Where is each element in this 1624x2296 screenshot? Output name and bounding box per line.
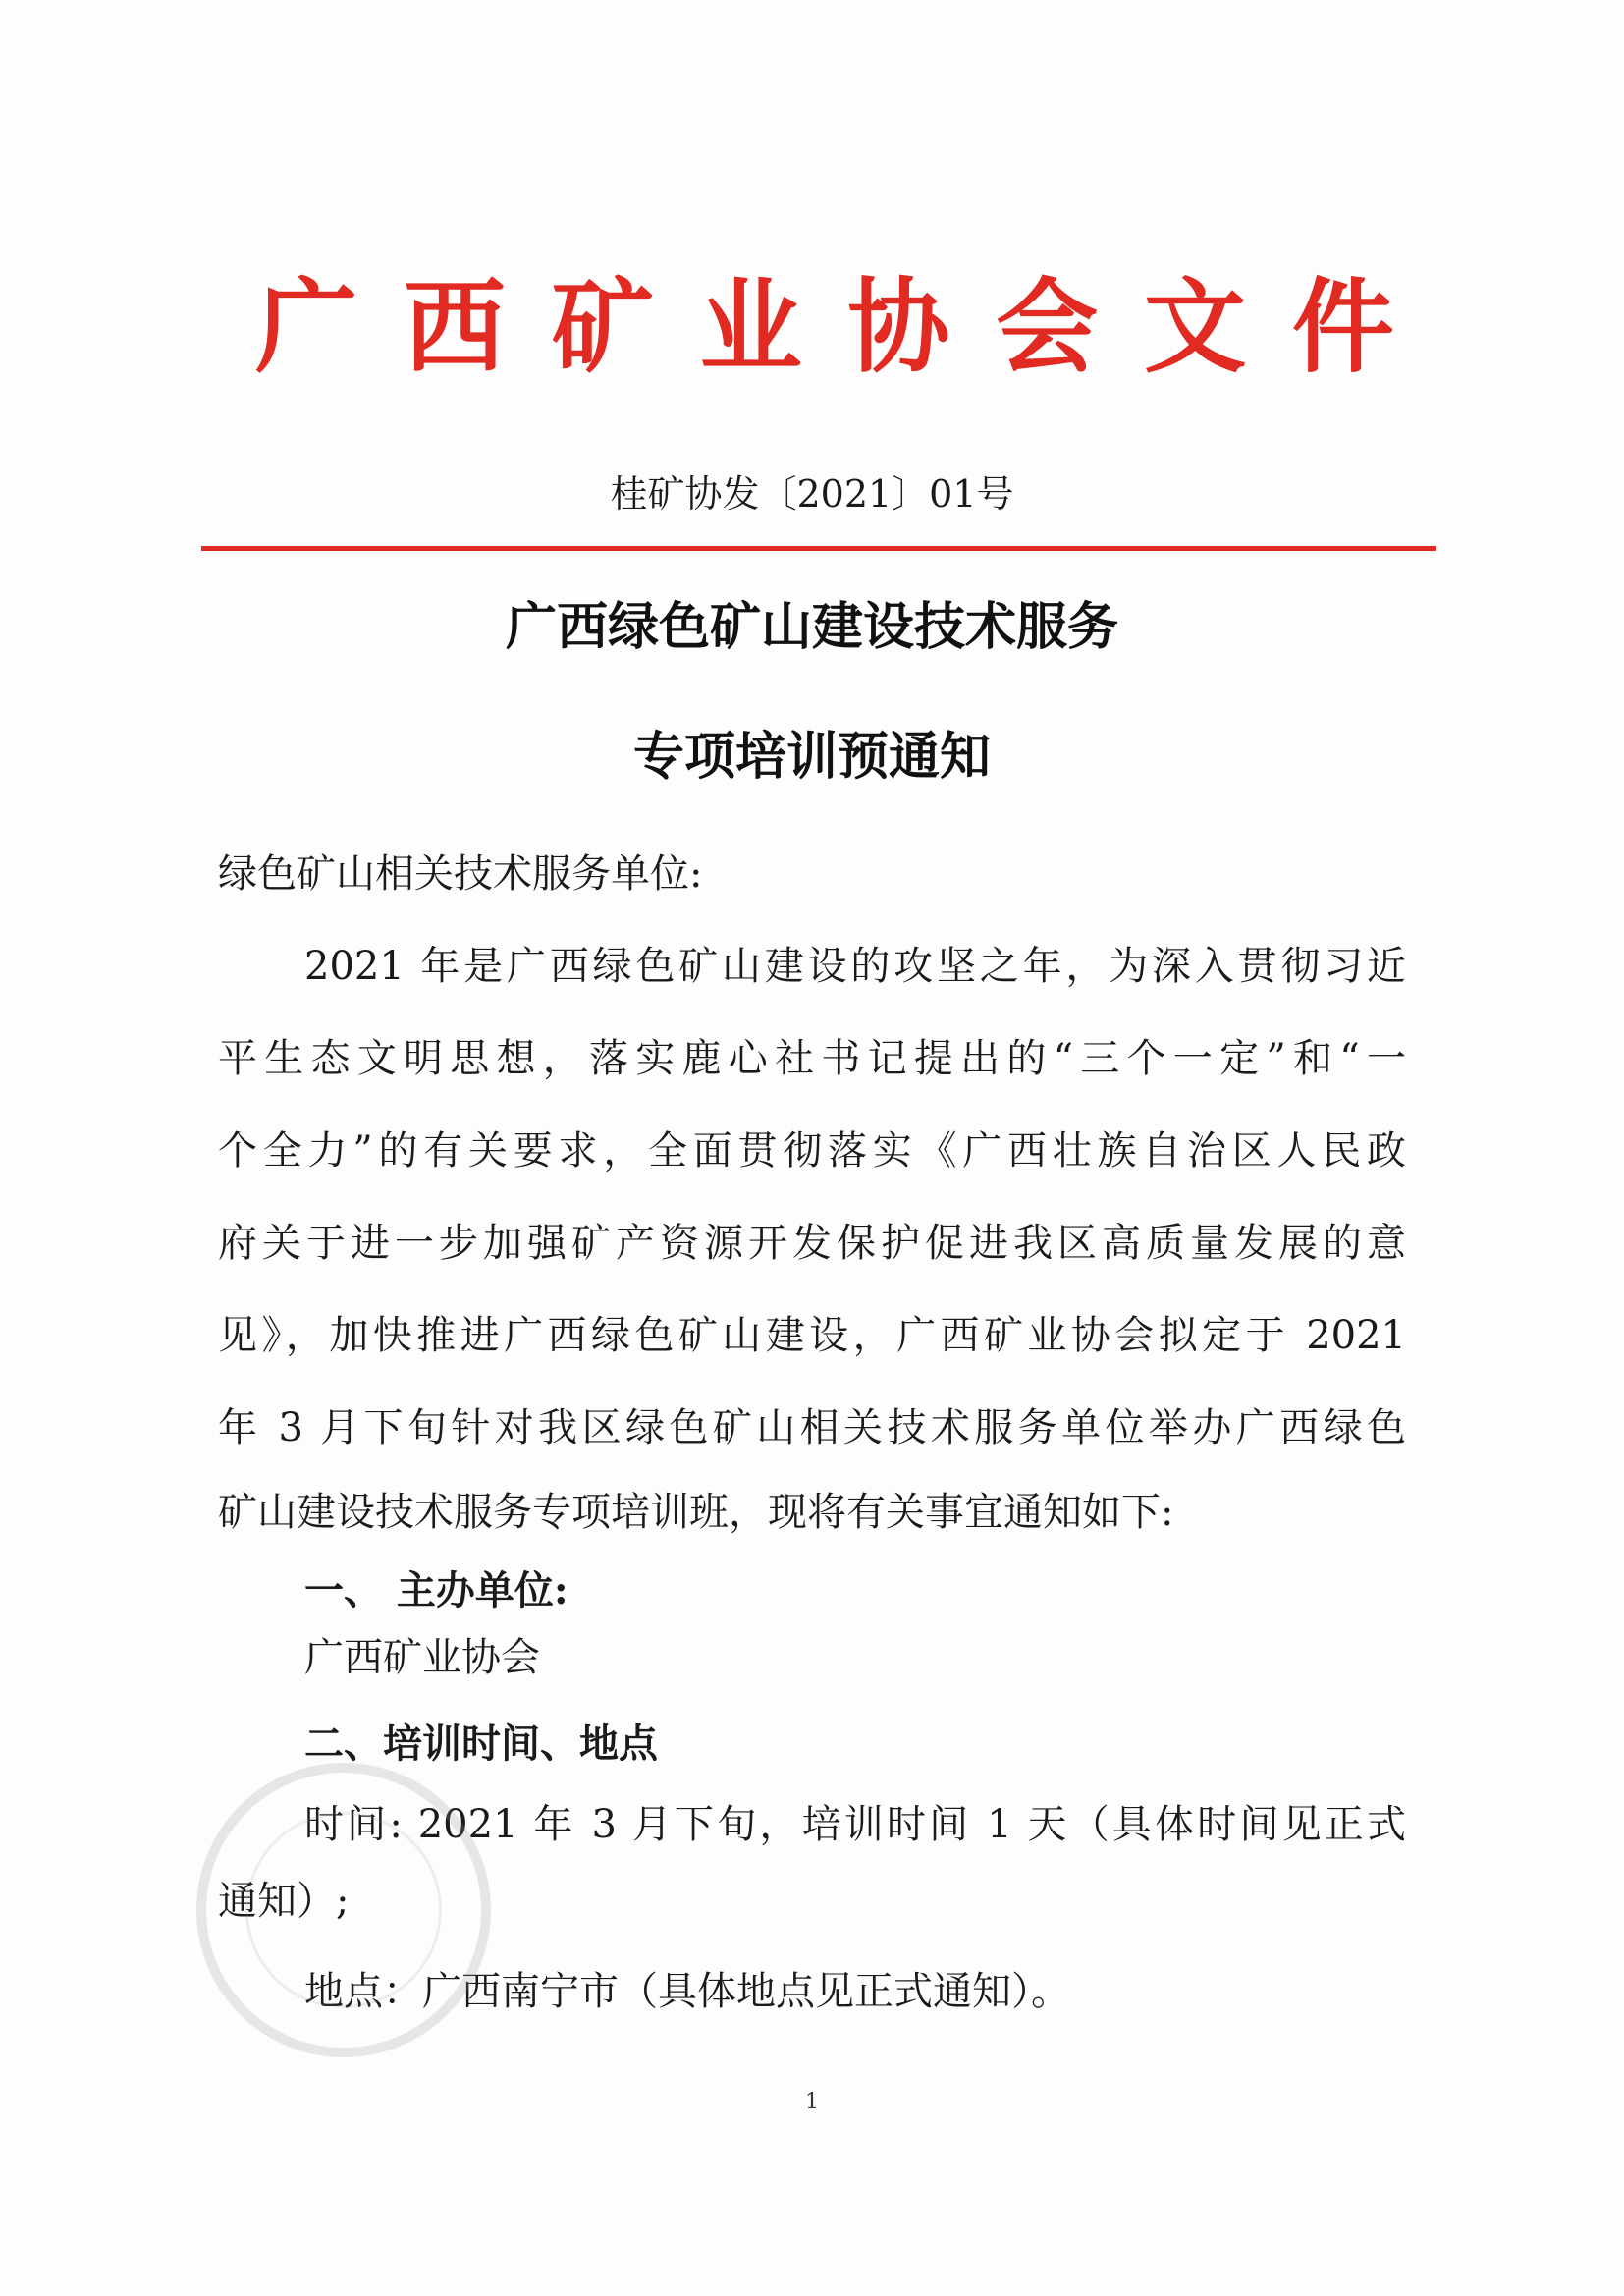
header-char: 业: [699, 266, 802, 387]
header-char: 西: [403, 266, 506, 387]
faded-official-seal: [196, 1763, 491, 2057]
header-char: 会: [996, 266, 1099, 387]
header-char: 广: [255, 266, 358, 387]
training-location-line: 地点：广西南宁市（具体地点见正式通知）。: [304, 1969, 1070, 2014]
header-char: 文: [1144, 266, 1247, 387]
training-time-line: 时间: 2021 年 3 月下旬，培训时间 1 天（具体时间见正式: [304, 1802, 1406, 1847]
salutation: 绿色矿山相关技术服务单位:: [218, 851, 703, 897]
document-title-line-1: 广西绿色矿山建设技术服务: [505, 598, 1118, 657]
paragraph-line: 个全力”的有关要求，全面贯彻落实《广西壮族自治区人民政: [218, 1128, 1406, 1174]
header-char: 协: [847, 266, 950, 387]
paragraph-line: 矿山建设技术服务专项培训班，现将有关事宜通知如下:: [218, 1490, 1174, 1535]
paragraph-line: 见》，加快推进广西绿色矿山建设，广西矿业协会拟定于 2021: [218, 1313, 1406, 1358]
paragraph-line: 年 3 月下旬针对我区绿色矿山相关技术服务单位举办广西绿色: [218, 1405, 1406, 1450]
header-char: 矿: [551, 266, 654, 387]
header-char: 件: [1291, 266, 1394, 387]
section-heading-organizer: 一、 主办单位:: [304, 1567, 568, 1613]
organizer-name: 广西矿业协会: [304, 1635, 540, 1680]
seal-inner-ring: [245, 1812, 442, 2008]
paragraph-line: 府关于进一步加强矿产资源开发保护促进我区高质量发展的意: [218, 1221, 1406, 1266]
document-number: 桂矿协发〔2021〕01号: [610, 472, 1014, 516]
page-number: 1: [805, 2090, 819, 2114]
document-title-line-2: 专项培训预通知: [632, 728, 991, 787]
training-time-line-cont: 通知）;: [218, 1879, 350, 1924]
paragraph-line: 2021 年是广西绿色矿山建设的攻坚之年，为深入贯彻习近: [304, 944, 1406, 989]
red-divider-line: [201, 546, 1436, 551]
paragraph-line: 平生态文明思想，落实鹿心社书记提出的“三个一定”和“一: [218, 1036, 1406, 1081]
issuing-authority-header: [255, 263, 1394, 391]
section-heading-time-location: 二、培训时间、地点: [304, 1721, 658, 1767]
